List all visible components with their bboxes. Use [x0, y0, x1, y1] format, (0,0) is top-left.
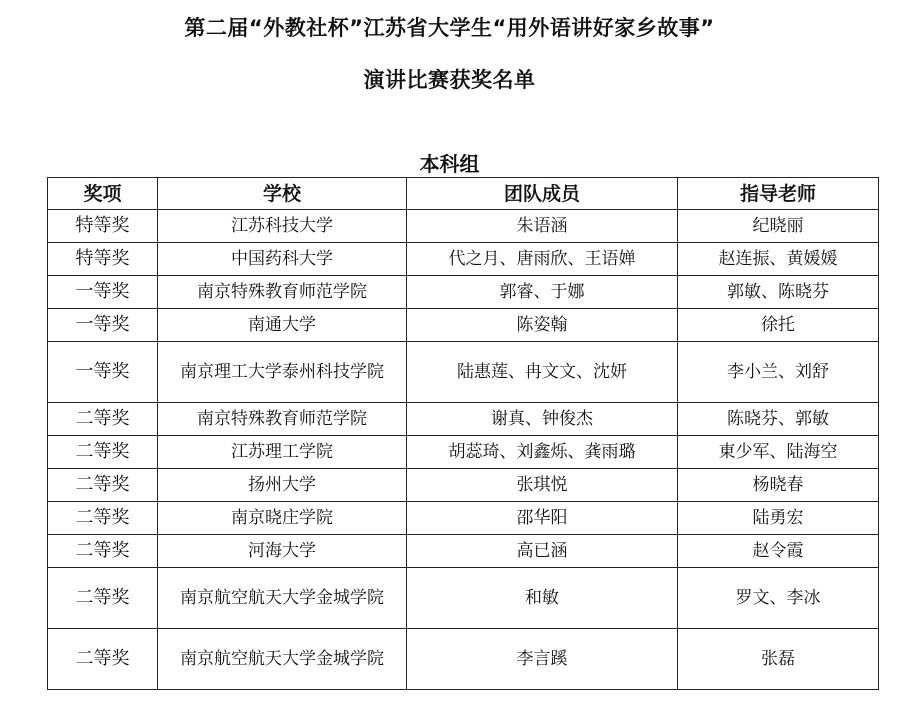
table-row: [48, 403, 879, 436]
table-row: [48, 309, 879, 342]
cell-award: 二等奖: [48, 502, 158, 535]
cell-advisors: 陈晓芬、郭敏: [678, 403, 879, 436]
cell-school: 江苏理工学院: [158, 436, 407, 469]
cell-award: 二等奖: [48, 629, 158, 690]
cell-members: 李言蹊: [407, 629, 678, 690]
table-row: [48, 276, 879, 309]
cell-school: 南京晓庄学院: [158, 502, 407, 535]
cell-members: 胡蕊琦、刘鑫烁、龚雨璐: [407, 436, 678, 469]
cell-members: 郭睿、于娜: [407, 276, 678, 309]
cell-school: 南京特殊教育师范学院: [158, 276, 407, 309]
cell-members: 谢真、钟俊杰: [407, 403, 678, 436]
cell-advisors: 陆勇宏: [678, 502, 879, 535]
cell-advisors: 李小兰、刘舒: [678, 342, 879, 403]
cell-school: 南京特殊教育师范学院: [158, 403, 407, 436]
cell-members: 陆惠莲、冉文文、沈妍: [407, 342, 678, 403]
cell-award: 二等奖: [48, 403, 158, 436]
table-row: [48, 436, 879, 469]
cell-advisors: 東少军、陆海空: [678, 436, 879, 469]
cell-members: 陈姿翰: [407, 309, 678, 342]
cell-award: 二等奖: [48, 535, 158, 568]
table-row: [48, 535, 879, 568]
cell-award: 一等奖: [48, 342, 158, 403]
header-award: 奖项: [48, 178, 158, 210]
table-row: [48, 629, 879, 690]
awards-table-body: [48, 210, 879, 690]
cell-school: 南京理工大学泰州科技学院: [158, 342, 407, 403]
group-heading: 本科组: [419, 152, 480, 176]
cell-award: 一等奖: [48, 309, 158, 342]
cell-school: 河海大学: [158, 535, 407, 568]
header-members: 团队成员: [407, 178, 678, 210]
cell-advisors: 纪晓丽: [678, 210, 879, 243]
cell-members: 张琪悦: [407, 469, 678, 502]
table-row: [48, 568, 879, 629]
cell-advisors: 赵连振、黄媛媛: [678, 243, 879, 276]
cell-advisors: 张磊: [678, 629, 879, 690]
cell-award: 二等奖: [48, 568, 158, 629]
cell-school: 南京航空航天大学金城学院: [158, 568, 407, 629]
cell-advisors: 徐托: [678, 309, 879, 342]
table-row: [48, 342, 879, 403]
document-title-line-1: 第二届“外教社杯”江苏省大学生“用外语讲好家乡故事”: [184, 16, 715, 40]
table-row: [48, 210, 879, 243]
cell-school: 江苏科技大学: [158, 210, 407, 243]
cell-school: 南京航空航天大学金城学院: [158, 629, 407, 690]
awards-table: [47, 177, 879, 690]
table-row: [48, 469, 879, 502]
cell-members: 高已涵: [407, 535, 678, 568]
cell-school: 南通大学: [158, 309, 407, 342]
cell-members: 代之月、唐雨欣、王语婵: [407, 243, 678, 276]
header-school: 学校: [158, 178, 407, 210]
cell-award: 一等奖: [48, 276, 158, 309]
cell-award: 二等奖: [48, 436, 158, 469]
cell-award: 特等奖: [48, 210, 158, 243]
cell-award: 二等奖: [48, 469, 158, 502]
cell-members: 邵华阳: [407, 502, 678, 535]
cell-school: 扬州大学: [158, 469, 407, 502]
cell-school: 中国药科大学: [158, 243, 407, 276]
cell-advisors: 赵令霞: [678, 535, 879, 568]
cell-members: 和敏: [407, 568, 678, 629]
cell-advisors: 杨晓春: [678, 469, 879, 502]
document-title-line-2: 演讲比赛获奖名单: [363, 68, 536, 92]
table-header-row: [48, 178, 879, 210]
cell-advisors: 罗文、李冰: [678, 568, 879, 629]
cell-advisors: 郭敏、陈晓芬: [678, 276, 879, 309]
table-row: [48, 502, 879, 535]
table-row: [48, 243, 879, 276]
cell-members: 朱语涵: [407, 210, 678, 243]
header-advisors: 指导老师: [678, 178, 879, 210]
cell-award: 特等奖: [48, 243, 158, 276]
